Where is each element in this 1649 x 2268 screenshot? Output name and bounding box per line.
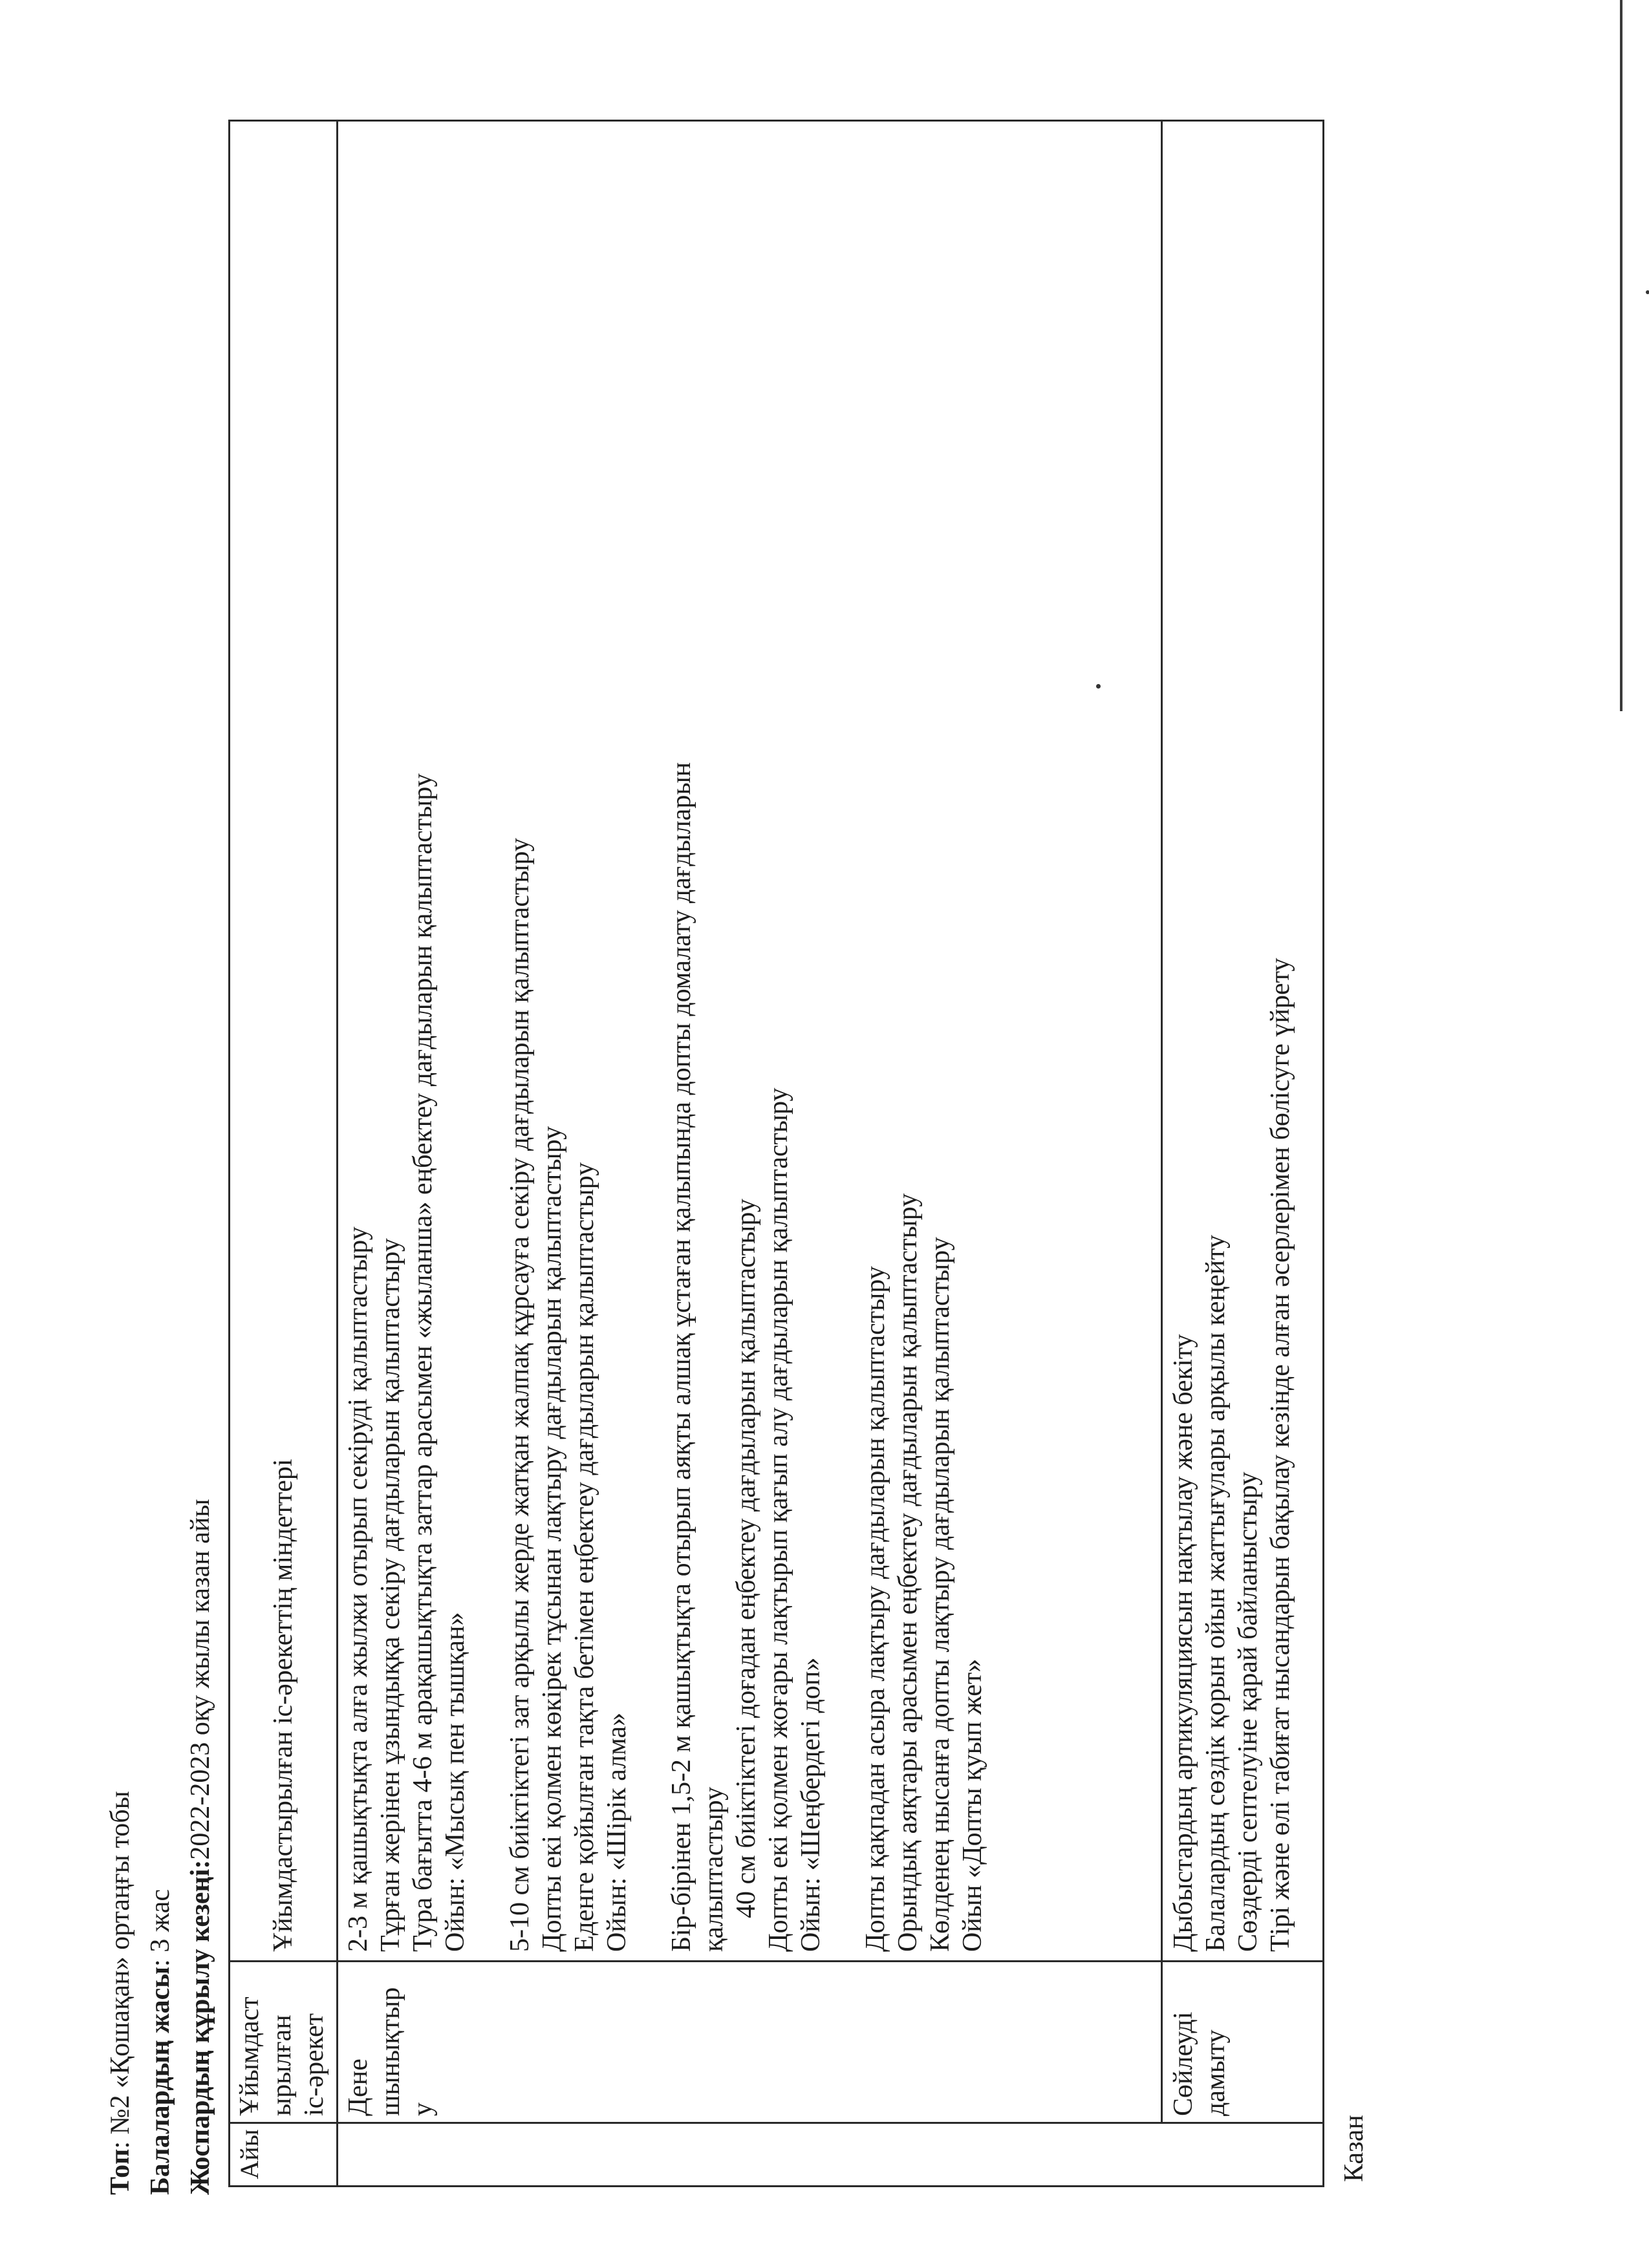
- activity-speech-line-2: дамыту: [1201, 2029, 1231, 2116]
- activity-speech-line-1: Сөйлеуді: [1169, 2011, 1198, 2116]
- task-line: Сөздерді септелуіне қарай байланыстыру: [1233, 1471, 1263, 1952]
- task-line: 40 см биіктіктегі доғадан еңбектеу дағдыларын қалыптастыру: [731, 1199, 761, 1918]
- task-line: Еденге қойылған тақта бетімен еңбектеу дағдыларын қалыптастыру: [570, 1162, 599, 1952]
- table-left-border: [228, 2185, 1324, 2187]
- blank-line: [827, 762, 859, 1952]
- task-line: Ойын: «Шеңбердегі доп»: [796, 1657, 826, 1952]
- task-line: Бір-бірінен 1,5-2 м қашықтықта отырып аяқты алшақ ұстаған қалыпында допты домалату дағдыларын: [667, 762, 696, 1952]
- scan-speck: [1096, 684, 1101, 689]
- blank-line: [471, 762, 504, 1952]
- task-line: Допты екі қолмен жоғары лақтырып қағып алу дағдыларын қалыптастыру: [764, 1087, 793, 1952]
- header-row-border: [336, 120, 338, 2187]
- task-line: Допты қақпадан асыра лақтыру дағдыларын қалыптастыру: [861, 1266, 890, 1952]
- activity-physical-line-1: Дене: [343, 2059, 373, 2116]
- period-label: Жоспардың құрылу кезеңі:: [186, 1859, 215, 2195]
- task-line: Тура бағытта 4-6 м арақашықтықта заттар арасымен «жыланша» еңбектеу дағдыларын қалыптастыру: [408, 773, 438, 1952]
- month-header: Айы: [235, 2129, 264, 2179]
- tasks-physical: [342, 762, 989, 1952]
- month-value: Казан: [1339, 2115, 1369, 2182]
- blank-line: [633, 762, 665, 1952]
- activity-header-line-2: ырылған: [267, 2015, 297, 2116]
- task-line: Тұрған жерінен ұзындыққа секіру дағдыларын қалыптастыру: [376, 1238, 405, 1952]
- activity-column-border: [228, 1960, 1324, 1962]
- task-line: 5-10 см биіктіктегі зат арқылы жерде жатқан жалпақ құрсауға секіру дағдыларын қалыптастыру: [505, 838, 535, 1952]
- age-value: : 3 жас: [146, 1888, 175, 1967]
- activity-physical-line-2: шынықтыр: [376, 1987, 405, 2116]
- group-value: : №2 «Қошақан» ортаңғы тобы: [105, 1791, 135, 2149]
- task-line: Ойын: «Шірік алма»: [602, 1712, 632, 1952]
- task-line: Допты екі қолмен көкірек тұсынан лақтыру дағдыларын қалыптастыру: [537, 1126, 567, 1952]
- scan-speck: [1646, 290, 1649, 294]
- scan-edge-line: [1620, 0, 1622, 711]
- activity-physical: [342, 1963, 439, 2116]
- table-right-border: [228, 120, 1324, 122]
- activity-header: [233, 1963, 330, 2116]
- tasks-header: Ұйымдастырылған іс-әрекеттің міндеттері: [268, 1459, 298, 1952]
- group-label: Топ: [105, 2148, 135, 2195]
- rotated-document: [100, 113, 1445, 2195]
- task-line: Дыбыстардың артикуляциясын нақтылау және бекіту: [1169, 1334, 1198, 1952]
- task-line: Ойын: «Мысық пен тышқан»: [440, 1612, 470, 1952]
- task-line: 2-3 м қашықтықта алға жылжи отырып секіруді қалыптастыру: [343, 1226, 373, 1952]
- task-line: Тірі және өлі табиғат нысандарын бақылау кезінде алған әсерлерімен бөлісуге үйрету: [1266, 957, 1295, 1952]
- task-line: Ойын «Допты қуып жет»: [958, 1658, 987, 1952]
- tasks-speech: [1167, 958, 1297, 1952]
- task-line: Көлденең нысанға допты лақтыру дағдыларын қалыптастыру: [925, 1237, 955, 1952]
- task-line: Балалардың сөздік қорын ойын жаттығулары арқылы кеңейту: [1201, 1235, 1231, 1952]
- activity-speech: [1167, 1963, 1232, 2116]
- age-label: Балалардың жасы: [146, 1966, 175, 2195]
- period-value: 2022-2023 оқу жылы казан айы: [186, 1499, 215, 1860]
- table-bottom-border: [1322, 120, 1324, 2187]
- task-line: қалыптастыру: [699, 1786, 729, 1952]
- activity-physical-line-3: у: [408, 2102, 438, 2116]
- activity-header-line-1: Ұйымдаст: [235, 1996, 264, 2116]
- table-top-border: [228, 120, 230, 2187]
- month-column-border: [228, 2122, 1324, 2124]
- task-line: Орындық аяқтары арасымен еңбектеу дағдыларын қалыптастыру: [893, 1193, 923, 1952]
- activity-header-line-3: іс-әрекет: [299, 2013, 329, 2116]
- row-separator: [1161, 120, 1163, 2124]
